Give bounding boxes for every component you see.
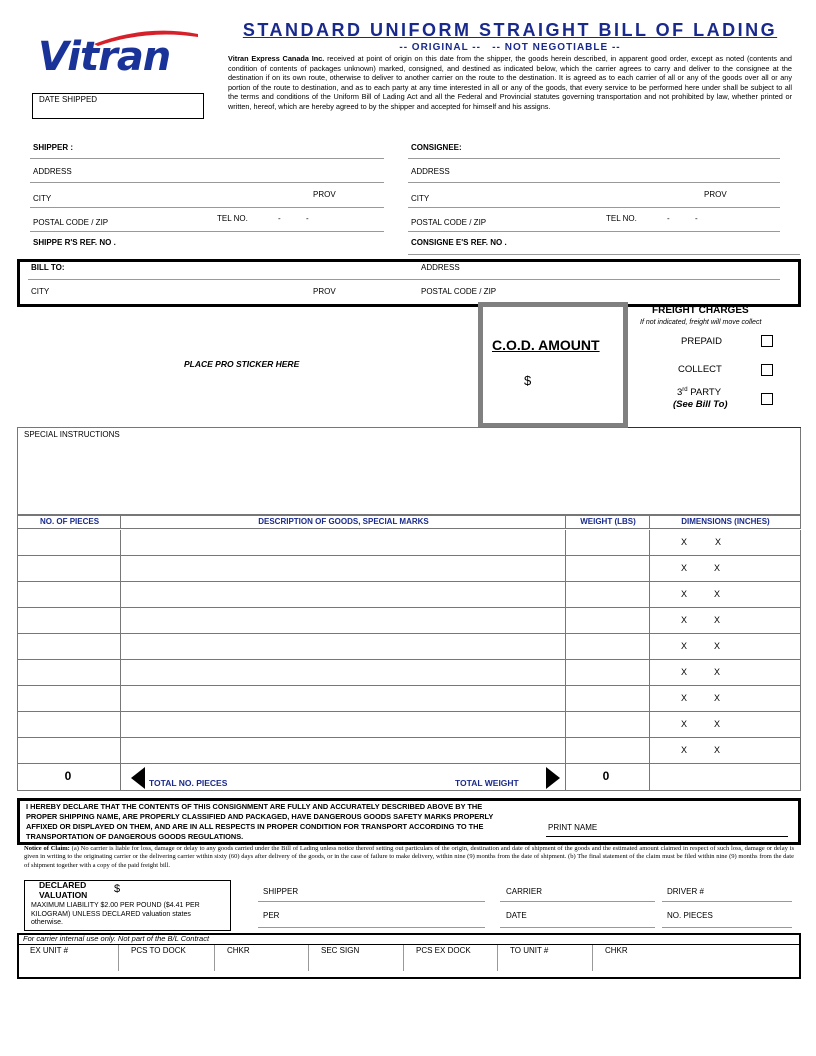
dimension-input[interactable] (722, 639, 796, 654)
bill-to-prov-label: PROV (313, 287, 336, 296)
bill-to-divider (28, 279, 780, 280)
dimension-input[interactable] (654, 561, 678, 576)
consignee-divider (408, 182, 780, 183)
pieces-input[interactable] (21, 613, 116, 628)
consignee-tel-dash: - (695, 214, 698, 223)
declaration-text: I HEREBY DECLARE THAT THE CONTENTS OF THIS CONSIGNMENT ARE FULLY AND ACCURATELY DESCRIBED ABOVE BY THE PROPER SHIPPING NAME, ARE PROPERLY CLASSIFIED AND PACKAGED, HAVE DANGEROUS GOODS SAFETY MARKS PROPERLY AFFIXED OR DISPLAYED ON THEM, AND ARE IN ALL RESPECTS IN PROPER CONDITION FOR TRANSPORT ACCORDING TO THE TRANSPORTATION OF DANGEROUS GOODS REGULATIONS. (26, 802, 494, 841)
shipper-divider (30, 231, 384, 232)
company-logo (36, 24, 204, 84)
declared-valuation-label: VALUATION (39, 890, 88, 900)
cod-amount-input[interactable] (536, 374, 616, 390)
consignee-address-label: ADDRESS (411, 167, 450, 176)
bill-to-city-label: CITY (31, 287, 50, 296)
consignee-ref-label: CONSIGNE E'S REF. NO . (411, 238, 507, 247)
carrier-col-divider (118, 945, 119, 971)
dimension-input[interactable] (654, 717, 678, 732)
driver-label: DRIVER # (667, 887, 704, 896)
dimension-input[interactable] (688, 613, 712, 628)
weight-input[interactable] (569, 665, 645, 680)
dimension-separator: X (681, 745, 688, 755)
pieces-input[interactable] (21, 743, 116, 758)
dimension-separator: X (681, 667, 688, 677)
description-input[interactable] (124, 613, 561, 628)
description-input[interactable] (124, 639, 561, 654)
total-weight-value: 0 (602, 769, 610, 783)
dimension-input[interactable] (722, 535, 796, 550)
bill-to-address-label: ADDRESS (421, 263, 460, 272)
bill-to-name-input[interactable] (78, 261, 398, 275)
description-input[interactable] (124, 691, 561, 706)
total-pieces-value: 0 (64, 769, 72, 783)
consignee-divider (408, 231, 780, 232)
carrier-use-divider (17, 944, 801, 945)
col-header-pieces: NO. OF PIECES (39, 517, 100, 526)
pro-sticker-label: PLACE PRO STICKER HERE (184, 359, 300, 369)
dimension-input[interactable] (722, 613, 796, 628)
dimension-separator: X (681, 719, 688, 729)
declared-valuation-currency: $ (114, 883, 121, 895)
shipper-tel-dash: - (306, 214, 309, 223)
dimension-separator: X (681, 537, 688, 547)
dimension-separator: X (714, 641, 721, 651)
liability-note: MAXIMUM LIABILITY $2.00 PER POUND ($4.41 PER KILOGRAM) UNLESS DECLARED valuation states otherwise. (31, 902, 200, 926)
special-instructions-top-accent (628, 427, 801, 428)
description-input[interactable] (124, 743, 561, 758)
dimension-separator: X (681, 589, 688, 599)
weight-input[interactable] (569, 691, 645, 706)
document-subtitle (232, 42, 788, 53)
date-label: DATE (506, 911, 527, 920)
shipper-prov-label: PROV (313, 190, 336, 199)
dimension-separator: X (681, 641, 688, 651)
signature-line (258, 927, 485, 928)
dimension-separator: X (714, 615, 721, 625)
carrier-col-label-pcs-to-dock: PCS TO DOCK (131, 946, 186, 955)
consignee-city-input[interactable] (440, 190, 690, 204)
dimension-input[interactable] (688, 535, 712, 550)
shipper-ref-input[interactable] (140, 236, 380, 250)
total-pieces-label: TOTAL NO. PIECES (149, 778, 228, 788)
dimension-input[interactable] (722, 717, 796, 732)
notice-of-claim (24, 845, 794, 870)
dimension-separator: X (714, 719, 721, 729)
bill-to-label: BILL TO: (31, 263, 65, 272)
date-input[interactable] (530, 908, 650, 922)
carrier-col-input-to-unit[interactable] (501, 956, 588, 970)
cod-currency: $ (524, 373, 532, 388)
dimension-separator: X (681, 693, 688, 703)
carrier-col-divider (497, 945, 498, 971)
dimension-input[interactable] (688, 639, 712, 654)
shipper-city-input[interactable] (60, 190, 300, 204)
dimension-separator: X (681, 615, 688, 625)
description-input[interactable] (124, 717, 561, 732)
dimension-input[interactable] (654, 665, 678, 680)
shipper-city-label: CITY (33, 194, 52, 203)
dimension-input[interactable] (688, 561, 712, 576)
consignee-name-input[interactable] (470, 140, 770, 154)
dimension-separator: X (714, 667, 721, 677)
dimension-input[interactable] (654, 639, 678, 654)
table-row (18, 660, 801, 686)
dimension-separator: X (715, 537, 722, 547)
totals-row (18, 764, 801, 791)
dimension-input[interactable] (722, 743, 796, 758)
intro-terms-text: received at point of origin on this date from the shipper, the goods herein described, in apparent good order, except as noted (contents and condition of contents of packages unknown) marked, consigned, and destined as indicated below, which the carrier agrees to carry and deliver to the consignee at the destination if on its own route, otherwise to deliver to another carrier on the route to the destination. It is agreed as to each carrier of all or any of the goods over all or any portion of the route to destination, and as to each party at any time interested in all or any of the goods, that every service to be performed here under shall be subject to all the terms and conditions of the Uniform Bill of Lading Act and all the Federal and Provincial statutes governing transportation and not prohibited by law, whether printed or written, hereof, which are hereby agreed to by the shipper and accepted for himself and his assigns. (228, 54, 792, 111)
consignee-divider (408, 254, 800, 255)
signature-line (500, 927, 655, 928)
carrier-col-input-chkr[interactable] (218, 956, 304, 970)
freight-charges-note: If not indicated, freight will move collect (640, 319, 762, 326)
signature-line (662, 901, 792, 902)
dimension-input[interactable] (688, 665, 712, 680)
carrier-col-label-pcs-ex-dock: PCS EX DOCK (416, 946, 471, 955)
total-weight-label: TOTAL WEIGHT (455, 778, 519, 788)
shipper-tel-label: TEL NO. (217, 214, 248, 223)
consignee-divider (408, 158, 780, 159)
third-party-checkbox[interactable] (761, 393, 773, 405)
description-input[interactable] (124, 665, 561, 680)
document-title: STANDARD UNIFORM STRAIGHT BILL OF LADING (242, 20, 778, 40)
cod-box (478, 302, 628, 428)
carrier-col-divider (403, 945, 404, 971)
consignee-divider (408, 207, 780, 208)
per-label: PER (263, 911, 280, 920)
pieces-label: NO. PIECES (667, 911, 713, 920)
shipper-divider (30, 207, 384, 208)
logo-wordmark: Vitran (38, 34, 171, 80)
weight-input[interactable] (569, 743, 645, 758)
weight-input[interactable] (569, 587, 645, 602)
carrier-col-input-sec-sign[interactable] (312, 956, 399, 970)
consignee-prov-label: PROV (704, 190, 727, 199)
third-party-label: 3rd PARTY (677, 387, 722, 399)
dimension-input[interactable] (688, 587, 712, 602)
consignee-address-input[interactable] (460, 164, 770, 178)
shipper-postal-label: POSTAL CODE / ZIP (33, 218, 109, 227)
dimension-input[interactable] (688, 717, 712, 732)
dimension-separator: X (714, 589, 721, 599)
carrier-label: CARRIER (506, 887, 543, 896)
carrier-col-input-ex-unit[interactable] (21, 956, 114, 970)
declared-valuation-label: DECLARED (39, 880, 87, 890)
totals-cell (650, 764, 801, 791)
col-header-dimensions: DIMENSIONS (INCHES) (681, 517, 770, 526)
carrier-col-label-chkr: CHKR (605, 946, 628, 955)
col-header-weight: WEIGHT (LBS) (580, 517, 636, 526)
dimension-separator: X (681, 563, 688, 573)
description-input[interactable] (124, 561, 561, 576)
carrier-col-label-sec-sign: SEC SIGN (321, 946, 360, 955)
print-name-label: PRINT NAME (548, 823, 598, 832)
original-label: -- ORIGINAL -- (399, 42, 481, 53)
shipper-signature-label: SHIPPER (263, 887, 299, 896)
pieces-input[interactable] (21, 535, 116, 550)
carrier-col-label-to-unit: TO UNIT # (510, 946, 549, 955)
special-instructions-label: SPECIAL INSTRUCTIONS (24, 430, 120, 439)
table-row (18, 686, 801, 712)
col-header-description: DESCRIPTION OF GOODS, SPECIAL MARKS (258, 517, 429, 526)
arrow-left-icon (131, 767, 145, 789)
shipper-label: SHIPPER : (33, 143, 74, 152)
carrier-input[interactable] (550, 884, 650, 898)
bill-to-address-input[interactable] (470, 261, 780, 275)
table-row (18, 608, 801, 634)
intro-terms (228, 54, 792, 112)
dimension-input[interactable] (722, 587, 796, 602)
pieces-input[interactable] (21, 639, 116, 654)
date-shipped-box[interactable] (32, 93, 204, 119)
shipper-divider (30, 182, 384, 183)
dimension-input[interactable] (722, 691, 796, 706)
weight-input[interactable] (569, 717, 645, 732)
intro-company-name: Vitran Express Canada Inc. (228, 54, 325, 63)
goods-table (17, 515, 801, 791)
collect-label: COLLECT (678, 364, 722, 375)
table-row (18, 556, 801, 582)
description-input[interactable] (124, 535, 561, 550)
dimension-input[interactable] (654, 613, 678, 628)
consignee-ref-input[interactable] (530, 236, 780, 250)
consignee-postal-label: POSTAL CODE / ZIP (411, 218, 487, 227)
dimension-input[interactable] (654, 535, 678, 550)
shipper-signature-input[interactable] (306, 884, 476, 898)
prepaid-label: PREPAID (681, 336, 723, 347)
declared-valuation-input[interactable] (124, 884, 224, 898)
shipper-divider (30, 158, 384, 159)
see-bill-to-label: (See Bill To) (673, 399, 728, 410)
carrier-use-note: For carrier internal use only. Not part of the B/L Contract (23, 934, 210, 943)
description-input[interactable] (124, 587, 561, 602)
pieces-input[interactable] (21, 587, 116, 602)
collect-checkbox[interactable] (761, 364, 773, 376)
per-input[interactable] (290, 908, 476, 922)
pieces-input[interactable] (21, 691, 116, 706)
bill-to-city-input[interactable] (60, 285, 300, 299)
dimension-separator: X (714, 693, 721, 703)
dimension-separator: X (714, 563, 721, 573)
consignee-tel-dash: - (667, 214, 670, 223)
pieces-input[interactable] (21, 665, 116, 680)
dimension-separator: X (714, 745, 721, 755)
table-row (18, 634, 801, 660)
not-negotiable-label: -- NOT NEGOTIABLE -- (492, 42, 621, 53)
weight-input[interactable] (569, 639, 645, 654)
arrow-right-icon (546, 767, 560, 789)
consignee-label: CONSIGNEE: (411, 143, 462, 152)
dimension-input[interactable] (688, 691, 712, 706)
table-row (18, 712, 801, 738)
shipper-ref-label: SHIPPE R'S REF. NO . (33, 238, 116, 247)
dimension-input[interactable] (688, 743, 712, 758)
signature-line (258, 901, 485, 902)
table-row (18, 530, 801, 556)
date-shipped-label: DATE SHIPPED (39, 95, 98, 104)
pieces-input[interactable] (720, 908, 788, 922)
table-row (18, 738, 801, 764)
weight-input[interactable] (569, 613, 645, 628)
signature-line (662, 927, 792, 928)
print-name-input[interactable] (604, 820, 784, 834)
carrier-col-input-chkr[interactable] (596, 956, 797, 970)
shipper-address-input[interactable] (80, 164, 380, 178)
dimension-input[interactable] (722, 665, 796, 680)
special-instructions-input[interactable] (22, 442, 796, 512)
dimension-input[interactable] (654, 743, 678, 758)
carrier-col-input-pcs-ex-dock[interactable] (407, 956, 493, 970)
carrier-col-divider (308, 945, 309, 971)
dimension-input[interactable] (654, 691, 678, 706)
dimension-input[interactable] (654, 587, 678, 602)
cod-label: C.O.D. AMOUNT (492, 337, 600, 353)
weight-input[interactable] (569, 535, 645, 550)
notice-of-claim-text: (a) No carrier is liable for loss, damage or delay to any goods carried under the Bill of Lading unless notice thereof setting out particulars of the origin, destination and date of shipment of the goods and the estimated amount claimed in respect of such loss, damage or delay is given in writing to the originating carrier or the delivering carrier within sixty (60) days after delivery of the goods, or in the case of failure to make delivery, within nine (9) months from the date of shipment. (b) The final statement of the claim must be filed within nine (9) months from the date of shipment together with a copy of the paid freight bill. (24, 845, 795, 869)
pieces-input[interactable] (21, 717, 116, 732)
dimension-input[interactable] (722, 561, 796, 576)
carrier-col-label-chkr: CHKR (227, 946, 250, 955)
print-name-line (546, 836, 788, 837)
goods-table-header (18, 516, 801, 529)
carrier-col-divider (214, 945, 215, 971)
shipper-address-label: ADDRESS (33, 167, 72, 176)
carrier-col-divider (592, 945, 593, 971)
shipper-tel-dash: - (278, 214, 281, 223)
bill-to-postal-label: POSTAL CODE / ZIP (421, 287, 497, 296)
driver-input[interactable] (712, 884, 788, 898)
shipper-name-input[interactable] (80, 140, 380, 154)
pieces-input[interactable] (21, 561, 116, 576)
carrier-col-label-ex-unit: EX UNIT # (30, 946, 69, 955)
signature-line (500, 901, 655, 902)
consignee-tel-label: TEL NO. (606, 214, 637, 223)
weight-input[interactable] (569, 561, 645, 576)
table-row (18, 582, 801, 608)
carrier-col-input-pcs-to-dock[interactable] (122, 956, 210, 970)
bill-to-postal-input[interactable] (510, 285, 780, 299)
notice-of-claim-label: Notice of Claim: (24, 845, 70, 852)
prepaid-checkbox[interactable] (761, 335, 773, 347)
consignee-city-label: CITY (411, 194, 430, 203)
date-shipped-input[interactable] (37, 105, 199, 118)
freight-charges-title: FREIGHT CHARGES (652, 305, 749, 316)
